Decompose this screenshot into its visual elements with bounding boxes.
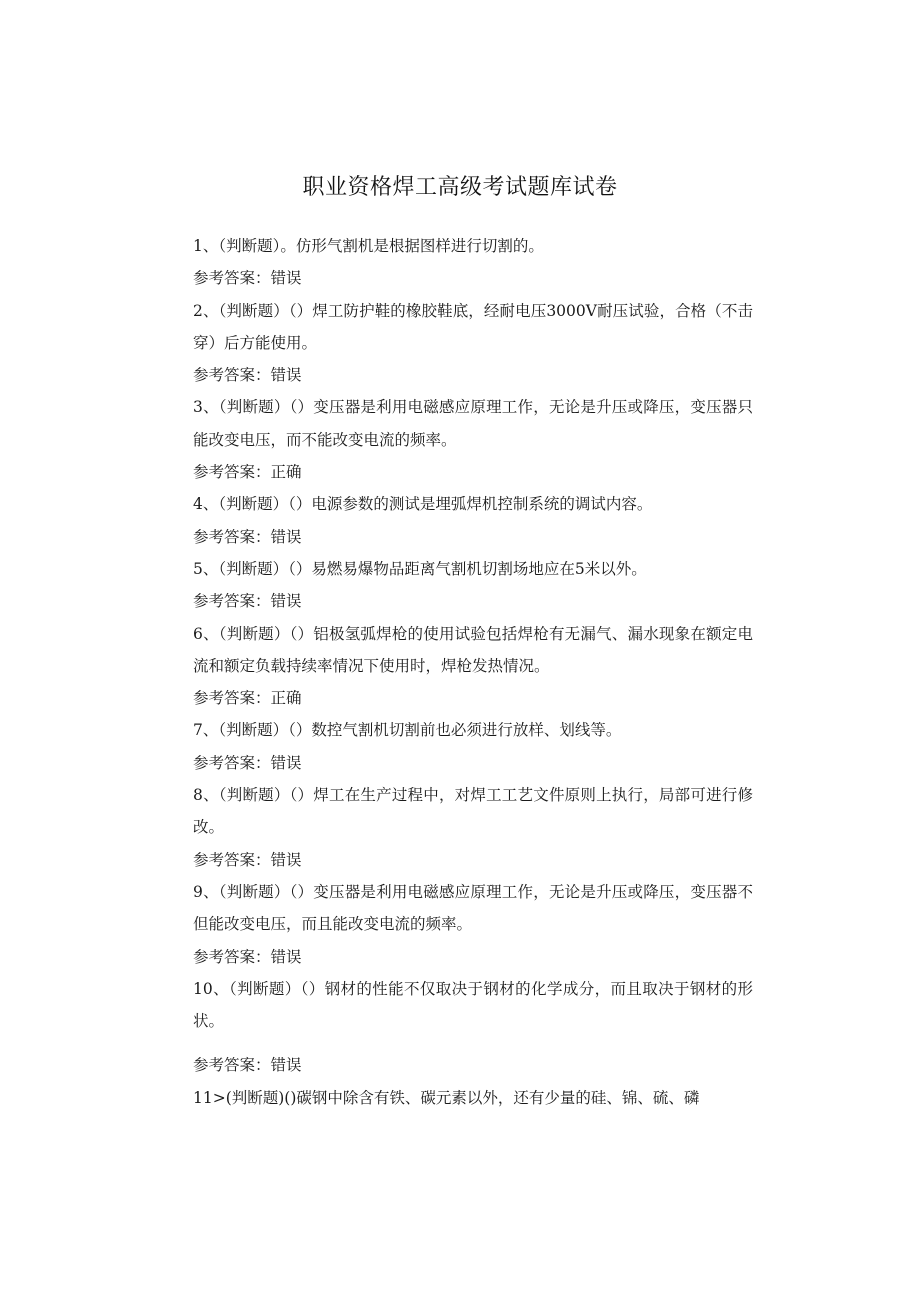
question-item-1 (193, 230, 753, 295)
question-item-8 (193, 779, 753, 876)
question-text: 11>(判断题)()碳钢中除含有铁、碳元素以外，还有少量的硅、锦、硫、磷 (193, 1088, 700, 1107)
answer-text: 参考答案：正确 (193, 463, 302, 482)
question-text: 5、（判断题）（）易燃易爆物品距离气割机切割场地应在5米以外。 (193, 559, 647, 578)
question-text: 7、（判断题）（）数控气割机切割前也必须进行放样、划线等。 (193, 721, 622, 740)
question-item-5 (193, 553, 753, 618)
answer-text: 参考答案：错误 (193, 947, 302, 966)
answer-text: 参考答案：错误 (193, 527, 302, 546)
question-text: 2、（判断题）（）焊工防护鞋的橡胶鞋底，经耐电压3000V耐压试验，合格（不击穿）后方能使用。 (193, 301, 753, 352)
answer-text: 参考答案：错误 (193, 366, 302, 385)
question-list (193, 230, 753, 1114)
question-item-7 (193, 714, 753, 779)
question-item-11 (193, 1082, 753, 1114)
question-text: 10、（判断题）（）钢材的性能不仅取决于钢材的化学成分，而且取决于钢材的形状。 (193, 979, 753, 1031)
question-text: 4、（判断题）（）电源参数的测试是埋弧焊机控制系统的调试内容。 (193, 495, 653, 514)
document-title: 职业资格焊工高级考试题库试卷 (302, 175, 618, 200)
question-item-2 (193, 295, 753, 392)
question-text: 8、（判断题）（）焊工在生产过程中，对焊工工艺文件原则上执行，局部可进行修改。 (193, 786, 753, 837)
question-item-9 (193, 876, 753, 973)
answer-text: 参考答案：错误 (193, 850, 302, 869)
question-item-10 (193, 973, 753, 1082)
answer-text: 参考答案：错误 (193, 269, 302, 288)
answer-text: 参考答案：错误 (193, 592, 302, 611)
question-text: 6、（判断题）（）铝极氢弧焊枪的使用试验包括焊枪有无漏气、漏水现象在额定电流和额定负载持续率情况下使用时，焊枪发热情况。 (193, 624, 753, 675)
spacer (193, 1037, 753, 1049)
answer-text: 参考答案：错误 (193, 753, 302, 772)
answer-text: 参考答案：错误 (193, 1056, 302, 1075)
answer-text: 参考答案：正确 (193, 689, 302, 708)
question-text: 3、（判断题）（）变压器是利用电磁感应原理工作，无论是升压或降压，变压器只能改变电压，而不能改变电流的频率。 (193, 398, 753, 449)
question-text: 9、（判断题）（）变压器是利用电磁感应原理工作，无论是升压或降压，变压器不但能改变电压，而且能改变电流的频率。 (193, 882, 753, 934)
question-item-3 (193, 391, 753, 488)
question-item-4 (193, 488, 753, 553)
question-item-6 (193, 618, 753, 715)
question-text: 1、（判断题）。仿形气割机是根据图样进行切割的。 (193, 237, 544, 255)
